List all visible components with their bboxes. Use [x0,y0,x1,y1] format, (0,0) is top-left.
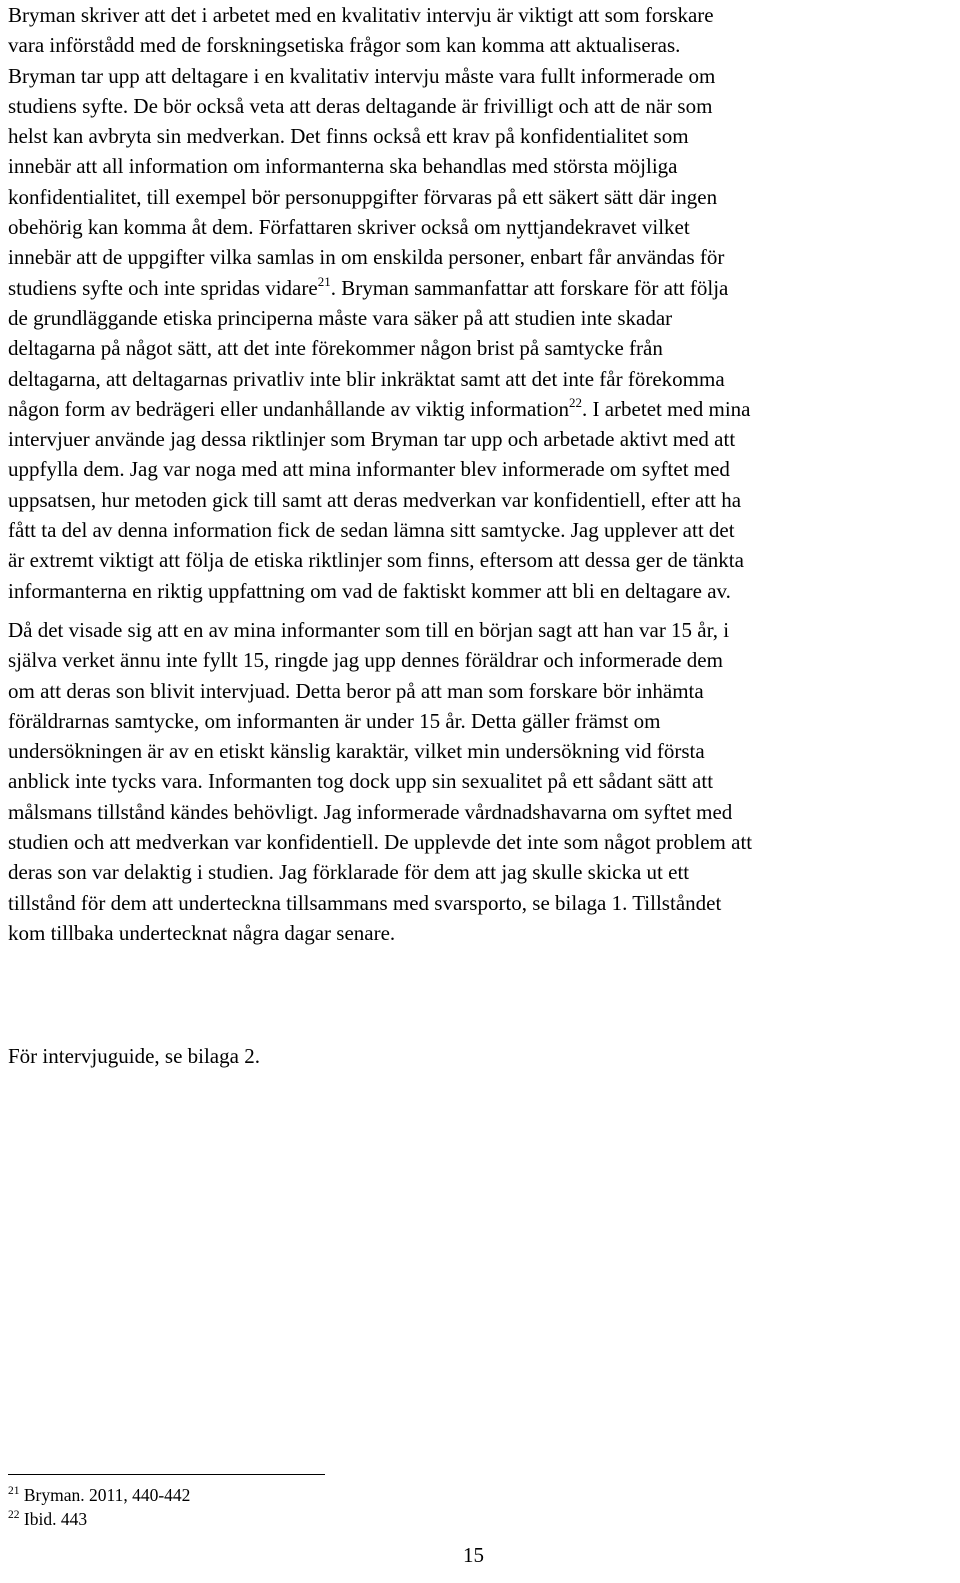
text-line: kom tillbaka undertecknat några dagar senare. [8,920,396,945]
text-line: informanterna en riktig uppfattning om vad de faktiskt kommer att bli en deltagare av. [8,578,731,603]
text-line: studien och att medverkan var konfidentiell. De upplevde det inte som något problem att [8,830,753,855]
text-segment: studiens syfte och inte spridas vidare [8,275,318,300]
text-line: de grundläggande etiska principerna måste vara säker på att studien inte skadar [8,305,673,330]
text-line: vara införstådd med de forskningsetiska frågor som kan komma att aktualiseras. [8,33,681,58]
text-line: Då det visade sig att en av mina informanter som till en början sagt att han var 15 år, i [8,618,730,642]
text-line: För intervjuguide, se bilaga 2. [8,1044,260,1068]
footnote-text: Bryman. 2011, 440-442 [23,1485,191,1505]
text-line: uppsatsen, hur metoden gick till samt att deras medverkan var konfidentiell, efter att ha [8,487,742,512]
text-line: helst kan avbryta sin medverkan. Det finns också ett krav på konfidentialitet som [8,124,689,149]
text-line: undersökningen är av en etiskt känslig karaktär, vilket min undersökning vid första [8,739,705,764]
text-line: själva verket ännu inte fyllt 15, ringde jag upp dennes föräldrar och informerade dem [8,648,723,673]
text-line: deltagarna på något sätt, att det inte förekommer någon brist på samtycke från [8,336,663,361]
footnote-21 [8,1483,190,1507]
text-line-with-footnote [8,394,751,424]
text-segment: . I arbetet med mina [581,396,751,421]
text-line: föräldrarnas samtycke, om informanten är under 15 år. Detta gäller främst om [8,708,661,733]
paragraph-research-ethics [8,0,751,606]
text-line: uppfylla dem. Jag var noga med att mina informanter blev informerade om syftet med [8,457,730,482]
footnote-text: Ibid. 443 [23,1509,88,1529]
text-line: intervjuer använde jag dessa riktlinjer som Bryman tar upp och arbetade aktivt med att [8,427,736,452]
text-line: är extremt viktigt att följa de etiska riktlinjer som finns, eftersom att dessa ger de tänkta [8,548,744,573]
footnote-number: 22 [8,1509,20,1521]
text-line: om att deras son blivit intervjuad. Detta beror på att man som forskare bör inhämta [8,678,704,703]
paragraph-interview-guide [8,1041,260,1071]
footnote-reference-21: 21 [317,273,331,289]
footnote-22 [8,1507,190,1531]
footnote-divider [8,1474,325,1475]
footnotes [8,1483,190,1531]
text-line: tillstånd för dem att underteckna tillsammans med svarsporto, se bilaga 1. Tillståndet [8,890,722,915]
footnote-reference-22: 22 [568,394,582,410]
text-line-with-footnote [8,273,751,303]
text-segment: någon form av bedrägeri eller undanhållande av viktig information [8,396,569,421]
text-line: deltagarna, att deltagarnas privatliv inte blir inkräktat samt att det inte får förekomma [8,366,725,391]
text-line: innebär att de uppgifter vilka samlas in om enskilda personer, enbart får användas för [8,245,725,270]
text-line: obehörig kan komma åt dem. Författaren skriver också om nyttjandekravet vilket [8,215,690,240]
text-line: Bryman tar upp att deltagare i en kvalitativ intervju måste vara fullt informerade om [8,63,716,88]
document-page [8,0,958,1583]
text-line: målsmans tillstånd kändes behövligt. Jag informerade vårdnadshavarna om syftet med [8,799,733,824]
text-line: Bryman skriver att det i arbetet med en kvalitativ intervju är viktigt att som forskare [8,3,714,27]
text-line: innebär att all information om informanterna ska behandlas med största möjliga [8,154,678,179]
text-line: studiens syfte. De bör också veta att deras deltagande är frivilligt och att de när som [8,93,713,118]
footnote-number: 21 [8,1485,20,1497]
paragraph-parental-consent [8,615,752,948]
text-line: deras son var delaktig i studien. Jag förklarade för dem att jag skulle skicka ut ett [8,860,690,885]
text-line: fått ta del av denna information fick de sedan lämna sitt samtycke. Jag upplever att det [8,518,735,543]
text-line: konfidentialitet, till exempel bör personuppgifter förvaras på ett säkert sätt där ingen [8,184,718,209]
text-segment: . Bryman sammanfattar att forskare för att följa [330,275,729,300]
text-line: anblick inte tycks vara. Informanten tog dock upp sin sexualitet på ett sådant sätt att [8,769,714,794]
page-number: 15 [463,1543,484,1567]
